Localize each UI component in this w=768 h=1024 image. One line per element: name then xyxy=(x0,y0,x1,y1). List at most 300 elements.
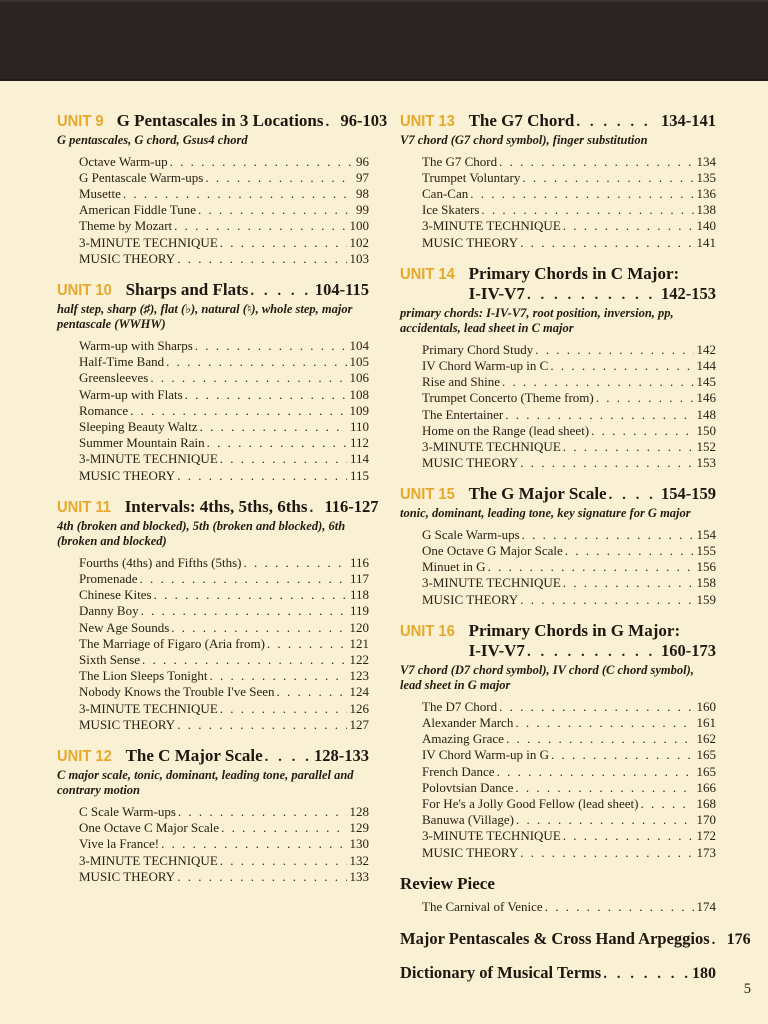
toc-item-row xyxy=(79,853,369,869)
toc-item-row xyxy=(79,403,369,419)
toc-item-row xyxy=(422,592,716,608)
toc-item-page: 148 xyxy=(696,406,716,422)
toc-item-page: 133 xyxy=(349,868,369,884)
dot-leader xyxy=(499,699,693,715)
unit-item-list xyxy=(400,342,716,472)
toc-item-page: 106 xyxy=(349,370,369,386)
toc-item-page: 172 xyxy=(696,828,716,844)
unit-item-list xyxy=(400,699,716,861)
toc-item-row xyxy=(79,370,369,386)
toc-item-row xyxy=(422,439,716,455)
toc-item-row xyxy=(422,899,716,915)
toc-item-page: 108 xyxy=(349,386,369,402)
toc-item-page: 103 xyxy=(349,250,369,266)
toc-item-row xyxy=(422,699,716,715)
group-heading: Review Piece xyxy=(400,873,495,893)
dot-leader xyxy=(506,731,694,747)
toc-item-page: 154 xyxy=(696,526,716,542)
toc-item-page: 128 xyxy=(349,803,369,819)
toc-item-page: 96 xyxy=(356,153,369,169)
toc-item-title: One Octave C Major Scale xyxy=(79,820,220,836)
dot-leader xyxy=(576,114,658,131)
toc-unit-section xyxy=(57,496,379,733)
unit-concepts-subtitle: tonic, dominant, leading tone, key signature for G major xyxy=(400,506,691,521)
dot-leader xyxy=(551,747,693,763)
toc-item-title: New Age Sounds xyxy=(79,619,170,635)
unit-title-block xyxy=(126,280,369,300)
toc-item-title: IV Chord Warm-up in C xyxy=(422,357,549,373)
toc-item-page: 165 xyxy=(696,763,716,779)
unit-concepts-subtitle: 4th (broken and blocked), 5th (broken and blocked), 6th (broken and blocked) xyxy=(57,518,346,549)
dot-leader xyxy=(123,186,353,202)
toc-item-title: The D7 Chord xyxy=(422,698,498,714)
toc-item-page: 142 xyxy=(696,341,716,357)
toc-item-page: 119 xyxy=(349,603,369,619)
toc-item-title: Theme by Mozart xyxy=(79,218,173,234)
dot-leader xyxy=(150,370,346,386)
toc-item-page: 161 xyxy=(696,715,716,731)
toc-item-row xyxy=(79,620,369,636)
unit-item-list xyxy=(57,555,369,733)
toc-item-page: 168 xyxy=(696,796,716,812)
toc-item-title: 3-MINUTE TECHNIQUE xyxy=(422,438,561,454)
unit-title: The G7 Chord xyxy=(468,111,575,130)
unit-item-list xyxy=(57,804,369,885)
toc-item-title: Primary Chord Study xyxy=(422,341,534,357)
toc-item-row xyxy=(79,235,369,251)
toc-item-title: Danny Boy xyxy=(79,603,139,619)
unit-title-line xyxy=(126,746,369,766)
toc-item-title: Polovtsian Dance xyxy=(422,779,514,795)
toc-unit-section xyxy=(57,280,369,484)
toc-item-title: Sixth Sense xyxy=(79,651,141,667)
toc-item-page: 114 xyxy=(349,451,369,467)
dot-leader xyxy=(603,966,689,983)
toc-item-row xyxy=(422,390,716,406)
toc-item-title: MUSIC THEORY xyxy=(422,234,519,250)
dot-leader xyxy=(177,869,346,885)
unit-title-block xyxy=(469,621,716,661)
unit-concepts-subtitle: C major scale, tonic, dominant, leading tone, parallel and contrary motion xyxy=(57,767,354,798)
toc-item-title: The Marriage of Figaro (Aria from) xyxy=(79,635,265,651)
dot-leader xyxy=(220,451,347,467)
toc-item-page: 129 xyxy=(349,820,369,836)
dot-leader xyxy=(209,668,346,684)
unit-page-range: 128-133 xyxy=(314,745,369,765)
dot-leader xyxy=(609,487,658,504)
dot-leader xyxy=(178,804,347,820)
toc-bold-entry-page: 176 xyxy=(726,931,751,949)
dot-leader xyxy=(130,403,346,419)
toc-item-title: Chinese Kites xyxy=(79,587,152,603)
unit-item-list xyxy=(400,527,716,608)
toc-item-row xyxy=(79,636,369,652)
toc-item-row xyxy=(422,731,716,747)
toc-item-page: 158 xyxy=(696,575,716,591)
unit-title: I-IV-V7 xyxy=(468,283,525,303)
toc-item-page: 105 xyxy=(349,354,369,370)
dot-leader xyxy=(220,853,347,869)
toc-item-page: 118 xyxy=(349,587,369,603)
toc-item-row xyxy=(422,235,716,251)
toc-item-title: G Pentascale Warm-ups xyxy=(79,169,204,185)
toc-item-row xyxy=(79,435,369,451)
unit-title-block xyxy=(124,496,379,517)
toc-item-page: 115 xyxy=(349,467,369,483)
dot-leader xyxy=(502,374,694,390)
toc-item-page: 130 xyxy=(349,836,369,852)
toc-item-page: 102 xyxy=(349,234,369,250)
unit-title: Intervals: 4ths, 5ths, 6ths xyxy=(124,496,308,516)
toc-item-page: 136 xyxy=(696,185,716,201)
toc-item-page: 134 xyxy=(696,153,716,169)
unit-title-line xyxy=(469,621,716,641)
toc-item-page: 155 xyxy=(696,543,716,559)
toc-item-page: 150 xyxy=(696,422,716,438)
unit-title-line xyxy=(469,111,716,131)
toc-item-row xyxy=(79,354,369,370)
toc-item-title: Banuwa (Village) xyxy=(422,812,514,828)
toc-item-row xyxy=(422,828,716,844)
unit-title-line xyxy=(124,496,379,517)
unit-title: Sharps and Flats xyxy=(125,279,249,299)
unit-page-range: 154-159 xyxy=(661,484,716,504)
toc-item-title: C Scale Warm-ups xyxy=(79,803,176,819)
toc-item-page: 126 xyxy=(349,700,369,716)
dot-leader xyxy=(205,170,353,186)
toc-item-title: 3-MINUTE TECHNIQUE xyxy=(79,234,218,250)
unit-heading xyxy=(400,264,716,304)
toc-item-title: 3-MINUTE TECHNIQUE xyxy=(422,828,561,844)
dot-leader xyxy=(516,812,694,828)
dot-leader xyxy=(177,251,346,267)
unit-number-label: UNIT 13 xyxy=(400,113,455,130)
toc-item-row xyxy=(79,603,369,619)
toc-item-page: 120 xyxy=(349,619,369,635)
dot-leader xyxy=(326,114,338,131)
toc-item-row xyxy=(422,715,716,731)
toc-item-title: Home on the Range (lead sheet) xyxy=(422,422,590,438)
dot-leader xyxy=(177,468,347,484)
unit-heading xyxy=(57,746,369,766)
toc-item-page: 135 xyxy=(696,169,716,185)
toc-item-row xyxy=(79,451,369,467)
toc-item-title: The G7 Chord xyxy=(422,153,498,169)
toc-item-title: One Octave G Major Scale xyxy=(422,543,563,559)
unit-item-list xyxy=(57,338,369,484)
unit-number-label: UNIT 11 xyxy=(57,498,111,516)
toc-item-page: 140 xyxy=(696,218,716,234)
unit-title-line xyxy=(469,641,716,661)
dot-leader xyxy=(488,559,694,575)
toc-item-row xyxy=(422,812,716,828)
unit-page-range: 142-153 xyxy=(661,283,716,303)
toc-item-title: Sleeping Beauty Waltz xyxy=(79,418,198,434)
toc-item-page: 97 xyxy=(356,169,369,185)
toc-item-page: 116 xyxy=(349,554,369,570)
toc-bold-entry-title: Dictionary of Musical Terms xyxy=(400,963,602,983)
toc-item-row xyxy=(79,387,369,403)
toc-item-page: 174 xyxy=(696,898,716,914)
toc-item-row xyxy=(422,455,716,471)
unit-title-block xyxy=(116,111,388,131)
toc-item-page: 104 xyxy=(349,337,369,353)
unit-title: The C Major Scale xyxy=(125,745,263,765)
toc-item-row xyxy=(79,186,369,202)
toc-item-title: The Lion Sleeps Tonight xyxy=(79,668,208,684)
dot-leader xyxy=(244,555,347,571)
dot-leader xyxy=(712,932,724,949)
toc-item-row xyxy=(79,468,369,484)
toc-item-page: 146 xyxy=(696,390,716,406)
toc-item-row xyxy=(79,836,369,852)
toc-item-row xyxy=(79,668,369,684)
toc-item-page: 173 xyxy=(696,844,716,860)
dot-leader xyxy=(527,287,658,304)
toc-unit-section xyxy=(57,746,369,885)
unit-title-block xyxy=(126,746,369,766)
toc-item-row xyxy=(79,218,369,234)
toc-item-row xyxy=(79,555,369,571)
dot-leader xyxy=(520,845,693,861)
toc-item-title: MUSIC THEORY xyxy=(422,591,519,607)
toc-item-row xyxy=(422,374,716,390)
toc-item-title: Summer Mountain Rain xyxy=(79,435,205,451)
toc-item-title: Amazing Grace xyxy=(422,731,504,747)
toc-item-title: Musette xyxy=(79,185,121,201)
dot-leader xyxy=(185,387,347,403)
toc-item-row xyxy=(79,684,369,700)
toc-item-row xyxy=(79,154,369,170)
toc-item-title: MUSIC THEORY xyxy=(422,844,519,860)
dot-leader xyxy=(195,338,347,354)
toc-item-page: 122 xyxy=(349,651,369,667)
dot-leader xyxy=(497,764,694,780)
unit-number-label: UNIT 15 xyxy=(400,486,455,504)
dot-leader xyxy=(520,592,693,608)
unit-number-label: UNIT 9 xyxy=(57,113,104,130)
unit-number-label: UNIT 16 xyxy=(400,622,455,640)
toc-item-row xyxy=(79,170,369,186)
toc-item-title: 3-MINUTE TECHNIQUE xyxy=(79,852,218,868)
unit-number-label: UNIT 12 xyxy=(57,747,112,765)
toc-item-title: French Dance xyxy=(422,763,495,779)
toc-item-title: MUSIC THEORY xyxy=(79,250,176,266)
toc-item-row xyxy=(79,202,369,218)
toc-item-page: 123 xyxy=(349,668,369,684)
toc-bold-entry-row xyxy=(400,929,751,949)
toc-group-section xyxy=(400,874,716,915)
toc-item-title: Nobody Knows the Trouble I've Seen xyxy=(79,684,275,700)
dot-leader xyxy=(535,342,693,358)
toc-item-title: Vive la France! xyxy=(79,836,160,852)
dot-leader xyxy=(527,644,658,661)
toc-item-title: Octave Warm-up xyxy=(79,153,168,169)
toc-unit-section xyxy=(57,111,388,267)
toc-item-title: Trumpet Voluntary xyxy=(422,169,521,185)
dot-leader xyxy=(520,455,693,471)
toc-unit-section xyxy=(400,111,716,251)
toc-item-title: 3-MINUTE TECHNIQUE xyxy=(79,451,218,467)
unit-title: Primary Chords in G Major: xyxy=(468,620,681,640)
unit-title-block xyxy=(469,111,716,131)
dot-leader xyxy=(265,749,311,766)
toc-item-page: 132 xyxy=(349,852,369,868)
toc-item-page: 98 xyxy=(356,185,369,201)
dot-leader xyxy=(207,435,347,451)
toc-item-title: Fourths (4ths) and Fifths (5ths) xyxy=(79,554,242,570)
dot-leader xyxy=(522,170,693,186)
dot-leader xyxy=(591,423,693,439)
unit-number-label: UNIT 10 xyxy=(57,281,112,299)
toc-item-title: Trumpet Concerto (Theme from) xyxy=(422,390,594,406)
unit-item-list xyxy=(400,154,716,251)
dot-leader xyxy=(515,780,693,796)
toc-item-title: Can-Can xyxy=(422,185,469,201)
toc-item-page: 99 xyxy=(356,202,369,218)
unit-title: Primary Chords in C Major: xyxy=(468,263,680,283)
toc-item-title: MUSIC THEORY xyxy=(79,467,176,483)
dot-leader xyxy=(171,620,346,636)
unit-title: The G Major Scale xyxy=(468,484,607,504)
toc-item-page: 109 xyxy=(349,402,369,418)
toc-item-page: 160 xyxy=(696,698,716,714)
toc-item-row xyxy=(422,796,716,812)
toc-item-page: 145 xyxy=(696,374,716,390)
unit-heading xyxy=(57,280,369,300)
toc-item-row xyxy=(422,202,716,218)
unit-concepts-subtitle: G pentascales, G chord, Gsus4 chord xyxy=(57,133,248,147)
dot-leader xyxy=(499,154,693,170)
toc-item-title: Greensleeves xyxy=(79,370,149,386)
toc-item-row xyxy=(79,869,369,885)
dot-leader xyxy=(220,235,347,251)
toc-item-row xyxy=(422,527,716,543)
unit-page-range: 116-127 xyxy=(324,496,379,516)
toc-bold-entry-row xyxy=(400,963,716,983)
unit-heading xyxy=(400,484,716,504)
toc-bold-entry-page: 180 xyxy=(692,965,716,983)
toc-item-page: 153 xyxy=(696,455,716,471)
toc-item-row xyxy=(422,342,716,358)
toc-item-row xyxy=(422,575,716,591)
dot-leader xyxy=(563,218,694,234)
dot-leader xyxy=(250,283,312,300)
toc-item-page: 170 xyxy=(696,812,716,828)
dot-leader xyxy=(505,407,693,423)
toc-item-title: 3-MINUTE TECHNIQUE xyxy=(422,218,561,234)
toc-item-title: The Entertainer xyxy=(422,406,504,422)
dot-leader xyxy=(520,235,693,251)
toc-item-row xyxy=(79,587,369,603)
toc-item-title: Warm-up with Sharps xyxy=(79,337,193,353)
toc-unit-section xyxy=(400,484,716,608)
unit-heading xyxy=(57,496,379,517)
toc-item-page: 156 xyxy=(696,559,716,575)
toc-item-row xyxy=(422,154,716,170)
toc-item-page: 141 xyxy=(696,234,716,250)
toc-item-row xyxy=(422,559,716,575)
toc-item-row xyxy=(422,423,716,439)
dot-leader xyxy=(277,684,347,700)
toc-item-title: Warm-up with Flats xyxy=(79,386,183,402)
unit-heading xyxy=(400,621,716,661)
unit-title-line xyxy=(116,111,388,131)
unit-concepts-subtitle: half step, sharp (♯), flat (♭), natural (♮), whole step, major pentascale (WWHW) xyxy=(57,301,353,332)
toc-item-page: 162 xyxy=(696,731,716,747)
unit-item-list xyxy=(57,154,369,267)
toc-item-title: MUSIC THEORY xyxy=(422,455,519,471)
toc-item-row xyxy=(422,747,716,763)
toc-item-row xyxy=(79,820,369,836)
dot-leader xyxy=(596,390,694,406)
dot-leader xyxy=(221,820,346,836)
toc-item-title: MUSIC THEORY xyxy=(79,868,176,884)
toc-item-row xyxy=(422,845,716,861)
toc-item-page: 112 xyxy=(349,435,369,451)
dot-leader xyxy=(563,828,694,844)
toc-item-title: Minuet in G xyxy=(422,559,486,575)
toc-item-page: 127 xyxy=(349,716,369,732)
left-column xyxy=(57,111,388,983)
dot-leader xyxy=(481,202,693,218)
toc-item-page: 110 xyxy=(349,418,369,434)
unit-title-line xyxy=(469,264,716,284)
toc-item-page: 144 xyxy=(696,357,716,373)
dot-leader xyxy=(550,358,693,374)
dot-leader xyxy=(545,899,694,915)
unit-title-block xyxy=(469,264,716,304)
toc-item-title: Ice Skaters xyxy=(422,202,480,218)
dot-leader xyxy=(522,527,694,543)
toc-item-row xyxy=(422,764,716,780)
unit-concepts-subtitle: V7 chord (G7 chord symbol), finger substitution xyxy=(400,133,648,147)
toc-item-row xyxy=(422,543,716,559)
toc-item-row xyxy=(79,338,369,354)
dot-leader xyxy=(161,836,346,852)
dot-leader xyxy=(470,186,693,202)
toc-item-row xyxy=(79,419,369,435)
group-item-list xyxy=(400,899,716,915)
top-banner xyxy=(0,0,768,81)
toc-item-row xyxy=(79,251,369,267)
unit-number-label: UNIT 14 xyxy=(400,265,455,283)
dot-leader xyxy=(166,354,346,370)
dot-leader xyxy=(200,419,347,435)
toc-item-title: IV Chord Warm-up in G xyxy=(422,747,550,763)
toc-item-title: Promenade xyxy=(79,570,138,586)
toc-item-title: Alexander March xyxy=(422,715,514,731)
toc-item-title: G Scale Warm-ups xyxy=(422,526,520,542)
dot-leader xyxy=(565,543,694,559)
toc-unit-section xyxy=(400,621,716,861)
toc-unit-section xyxy=(400,264,716,472)
toc-item-page: 121 xyxy=(349,635,369,651)
dot-leader xyxy=(563,575,694,591)
toc-item-row xyxy=(422,218,716,234)
toc-item-page: 117 xyxy=(349,570,369,586)
table-of-contents xyxy=(0,81,768,983)
toc-item-row xyxy=(422,358,716,374)
dot-leader xyxy=(220,701,347,717)
dot-leader xyxy=(309,500,321,517)
toc-item-page: 165 xyxy=(696,747,716,763)
dot-leader xyxy=(198,202,353,218)
toc-item-row xyxy=(422,170,716,186)
toc-item-page: 166 xyxy=(696,779,716,795)
toc-item-title: For He's a Jolly Good Fellow (lead sheet) xyxy=(422,796,639,812)
toc-item-page: 138 xyxy=(696,202,716,218)
